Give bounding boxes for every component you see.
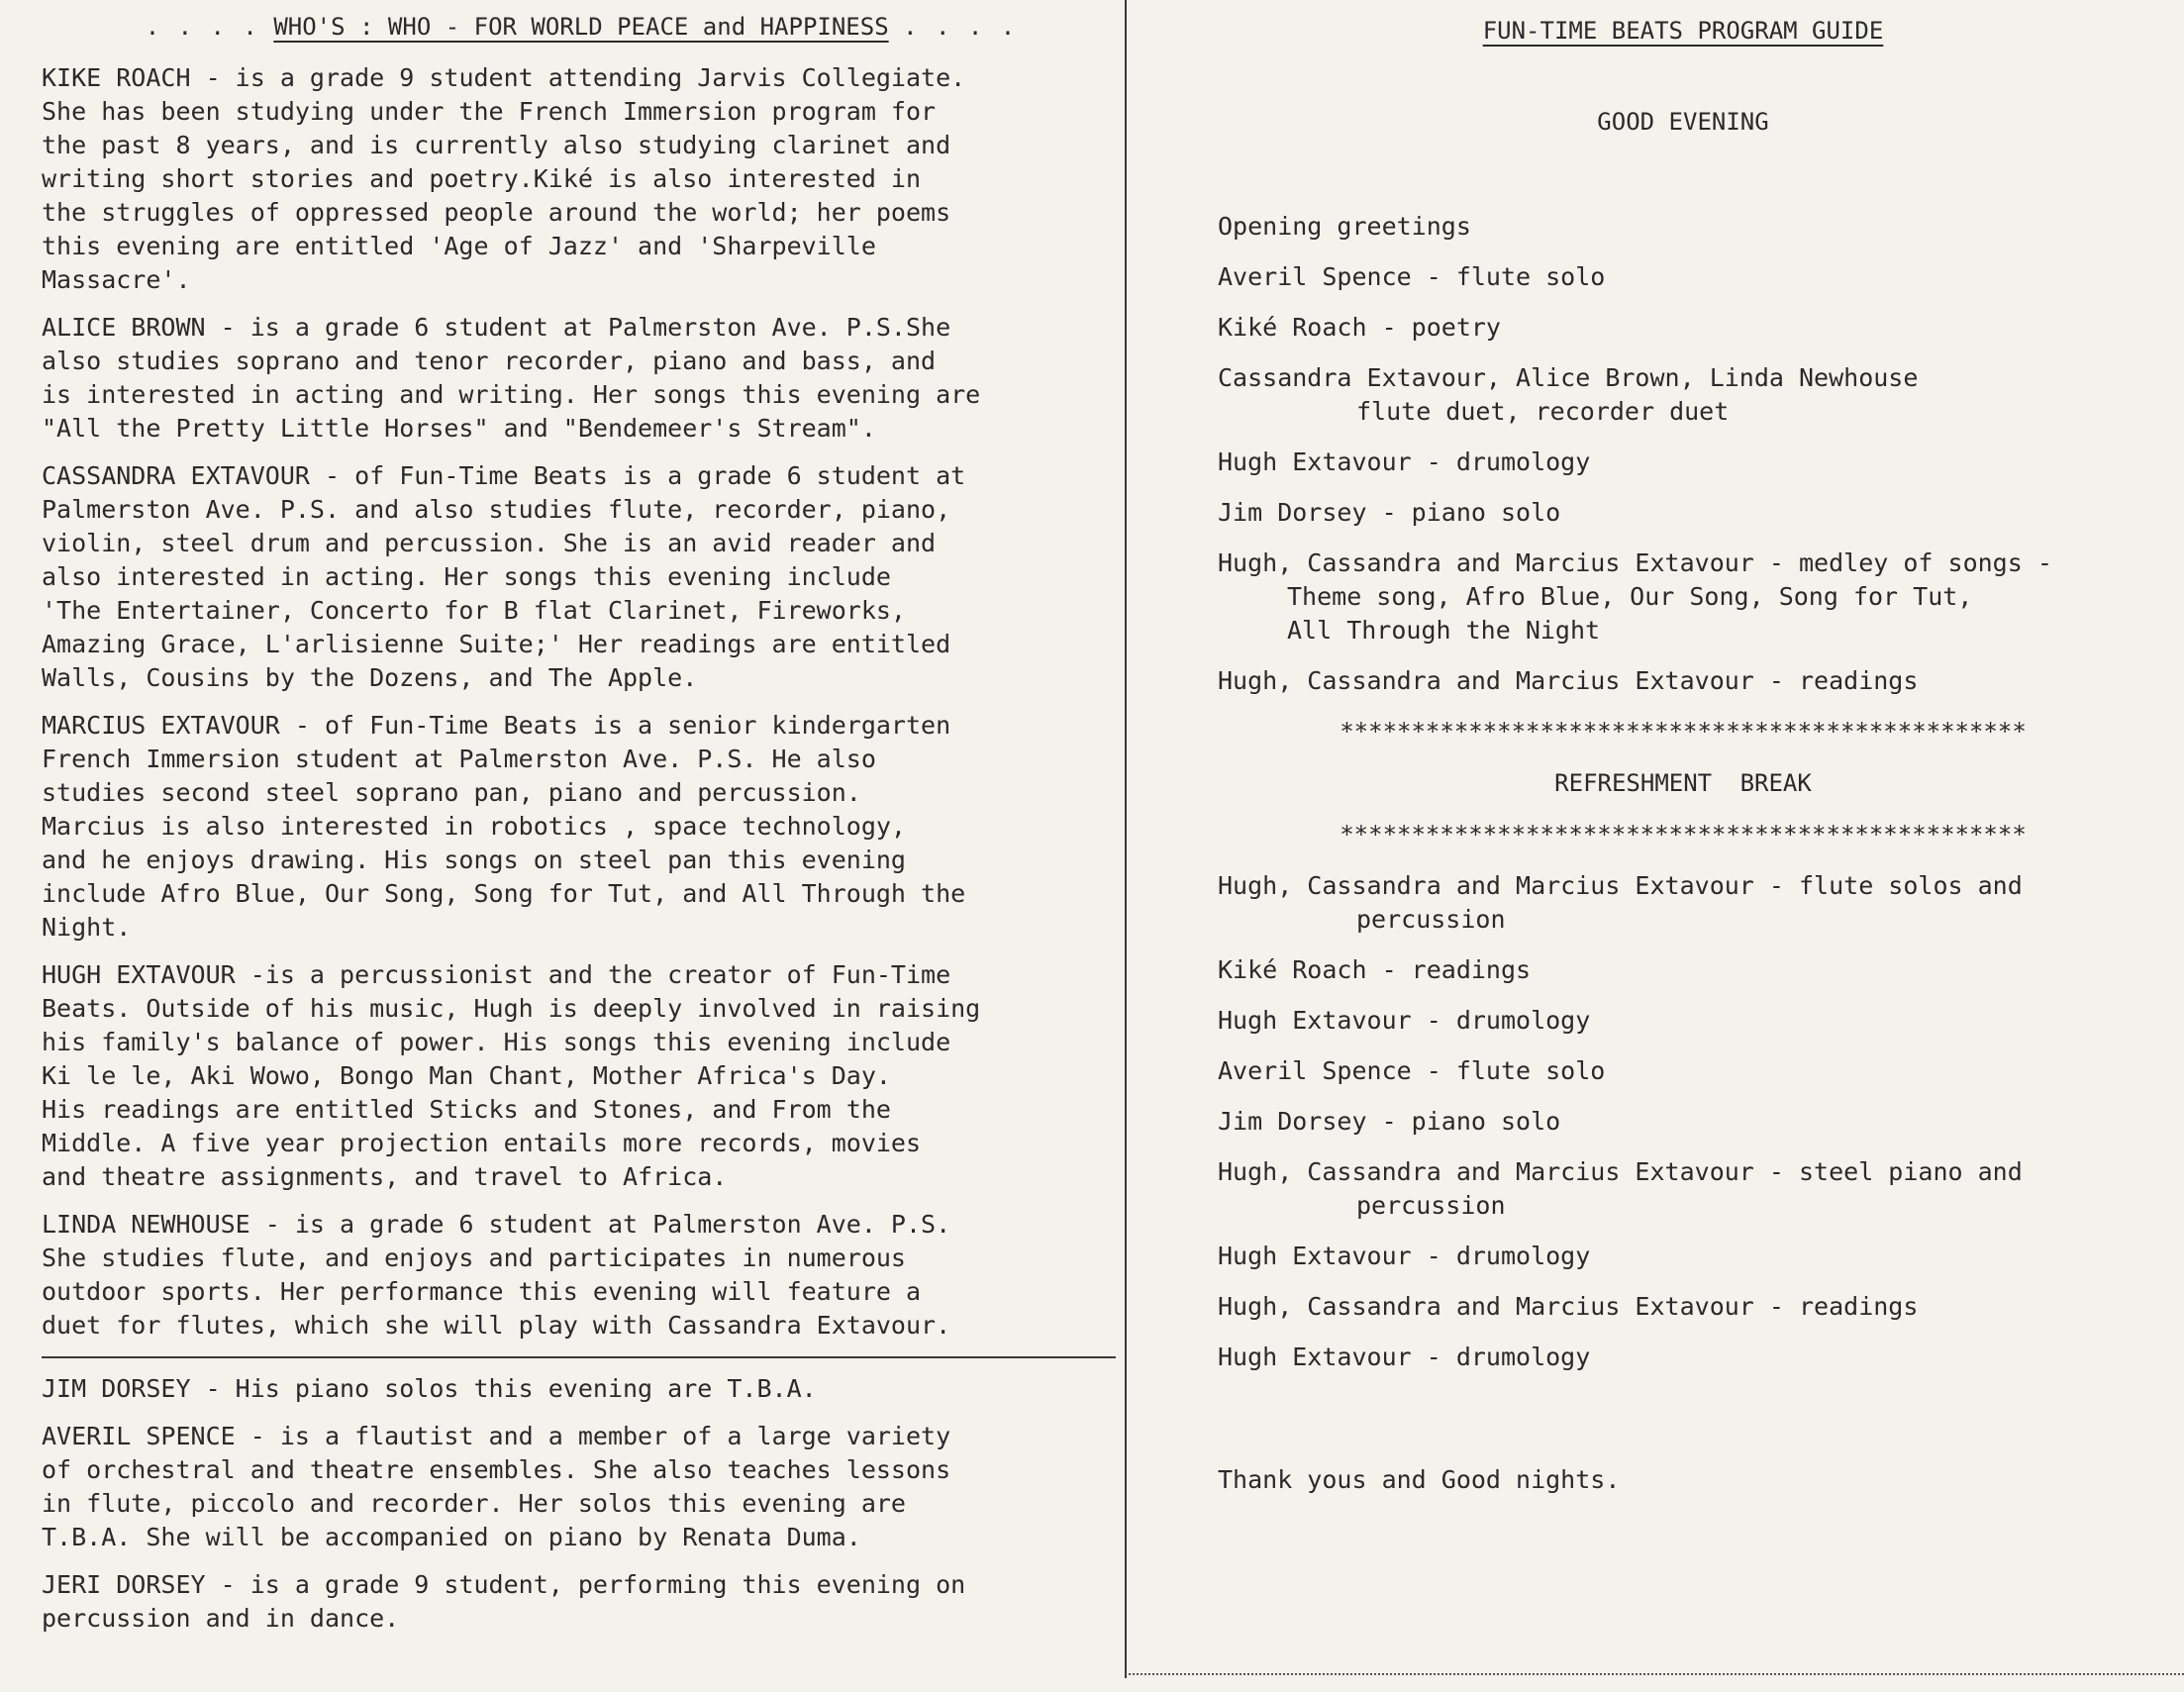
bio-name: CASSANDRA EXTAVOUR (42, 461, 310, 490)
bio-text: - is a grade 9 student attending Jarvis Collegiate. She has been studying under the French Immersion program for the past 8 years, and is currently also studying clarinet and writing short stories and poetry.Kiké is also interested in the struggles of oppressed people around the world; her poems this evening are entitled 'Age of Jazz' and 'Sharpeville Massacre'. (42, 63, 966, 294)
bio-entry (42, 459, 1121, 695)
bio-name: ALICE BROWN (42, 313, 206, 342)
header-dots-right: . . . . (903, 13, 1018, 41)
program-item-line: Cassandra Extavour, Alice Brown, Linda Newhouse (1218, 363, 1919, 392)
program-item-line: Opening greetings (1218, 212, 1471, 241)
bio-list-after-rule (42, 1372, 1121, 1636)
bio-entry (42, 1372, 1121, 1406)
bio-name: LINDA NEWHOUSE (42, 1210, 250, 1239)
program-item (1218, 953, 2148, 987)
bio-name: KIKE ROACH (42, 63, 191, 92)
bio-text: - His piano solos this evening are T.B.A. (190, 1374, 817, 1403)
bio-text: - of Fun-Time Beats is a senior kindergarten French Immersion student at Palmerston Ave. P.S. He also studies second steel soprano pan, piano and percussion. Marcius is also interested in robotics , space technology, and he enjoys drawing. His songs on steel pan this evening include Afro Blue, Our Song, Song for Tut, and All Through the Night. (42, 711, 966, 942)
bio-name: JIM DORSEY (42, 1374, 191, 1403)
bio-text: - is a grade 6 student at Palmerston Ave. P.S. She studies flute, and enjoys and participates in numerous outdoor sports. Her performance this evening will feature a duet for flutes, which she will play with Cassandra Extavour. (42, 1210, 951, 1340)
program-item (1218, 664, 2148, 698)
whos-who-title: WHO'S : WHO - FOR WORLD PEACE and HAPPINESS (273, 13, 889, 41)
program-second-half (1218, 869, 2148, 1374)
column-divider (1125, 0, 1127, 1678)
closing-line: Thank yous and Good nights. (1218, 1465, 1621, 1494)
program-item-line: Jim Dorsey - piano solo (1218, 1107, 1561, 1136)
program-guide-column (1218, 14, 2148, 1497)
program-item-line: Jim Dorsey - piano solo (1218, 498, 1561, 527)
program-guide-title (1218, 14, 2148, 48)
bio-text: - of Fun-Time Beats is a grade 6 student at Palmerston Ave. P.S. and also studies flute, recorder, piano, violin, steel drum and percussion. She is an avid reader and also interested in acting. Her songs this evening include 'The Entertainer, Concerto for B flat Clarinet, Fireworks, Amazing Grace, L'arlisienne Suite;' Her readings are entitled Walls, Cousins by the Dozens, and The Apple. (42, 461, 966, 692)
whos-who-header (42, 10, 1121, 44)
whos-who-column (42, 10, 1121, 1649)
program-item (1218, 210, 2148, 244)
program-item-line: Hugh, Cassandra and Marcius Extavour - readings (1218, 666, 1919, 695)
program-item-subline: percussion (1356, 905, 1506, 934)
program-item (1218, 446, 2148, 479)
program-item-line: Hugh Extavour - drumology (1218, 1242, 1591, 1270)
bio-text: - is a grade 6 student at Palmerston Ave. P.S.She also studies soprano and tenor recorder, piano and bass, and is interested in acting and writing. Her songs this evening are "All the Pretty Little Horses" and "Bendemeer's Stream". (42, 313, 981, 443)
bio-entry (42, 709, 1121, 945)
program-item (1218, 260, 2148, 294)
star-divider-top: ************************************************ (1340, 718, 2027, 746)
program-item-line: Averil Spence - flute solo (1218, 1056, 1606, 1085)
program-item (1218, 547, 2148, 647)
bio-list (42, 61, 1121, 1343)
program-item-subline: Theme song, Afro Blue, Our Song, Song for Tut, (1287, 582, 1973, 611)
bottom-dotted-rule (1129, 1673, 2184, 1675)
greeting-heading: GOOD EVENING (1597, 108, 1769, 136)
program-item-line: Kiké Roach - poetry (1218, 313, 1501, 342)
program-item (1218, 1155, 2148, 1223)
bio-text: - is a grade 9 student, performing this evening on percussion and in dance. (42, 1570, 966, 1633)
program-item-subline: percussion (1356, 1191, 1506, 1220)
program-item-line: Hugh, Cassandra and Marcius Extavour - medley of songs - (1218, 548, 2052, 577)
bio-name: MARCIUS EXTAVOUR (42, 711, 280, 740)
program-first-half (1218, 210, 2148, 698)
program-item (1218, 1290, 2148, 1324)
bio-name: JERI DORSEY (42, 1570, 206, 1599)
program-item (1218, 1341, 2148, 1374)
bio-entry (42, 61, 1121, 297)
program-item-line: Hugh, Cassandra and Marcius Extavour - steel piano and (1218, 1157, 2023, 1186)
program-item (1218, 1004, 2148, 1038)
program-guide-title-text: FUN-TIME BEATS PROGRAM GUIDE (1482, 17, 1884, 45)
bio-entry (42, 1568, 1121, 1636)
bio-entry (42, 1208, 1121, 1343)
program-item-subline: flute duet, recorder duet (1356, 397, 1730, 426)
program-item (1218, 1240, 2148, 1273)
star-divider-bottom: ************************************************ (1340, 821, 2027, 848)
bio-text: - is a flautist and a member of a large variety of orchestral and theatre ensembles. She also teaches lessons in flute, piccolo and recorder. Her solos this evening are T.B.A. She will be accompanied on piano by Renata Duma. (42, 1422, 951, 1551)
bio-entry (42, 958, 1121, 1194)
program-item-line: Hugh Extavour - drumology (1218, 448, 1591, 476)
program-item-line: Hugh Extavour - drumology (1218, 1343, 1591, 1371)
program-item-line: Hugh, Cassandra and Marcius Extavour - flute solos and (1218, 871, 2023, 900)
program-item (1218, 869, 2148, 937)
refreshment-break-heading: REFRESHMENT BREAK (1554, 769, 1812, 797)
bio-entry (42, 1420, 1121, 1554)
program-item (1218, 496, 2148, 530)
program-item (1218, 311, 2148, 345)
bio-entry (42, 311, 1121, 446)
section-divider (42, 1356, 1116, 1358)
header-dots-left: . . . . (145, 13, 259, 41)
program-item-line: Kiké Roach - readings (1218, 955, 1532, 984)
program-item-line: Averil Spence - flute solo (1218, 262, 1606, 291)
bio-name: HUGH EXTAVOUR (42, 960, 236, 989)
bio-name: AVERIL SPENCE (42, 1422, 236, 1450)
program-item (1218, 361, 2148, 429)
program-item (1218, 1054, 2148, 1088)
program-item-line: Hugh Extavour - drumology (1218, 1006, 1591, 1035)
program-item (1218, 1105, 2148, 1139)
program-item-line: Hugh, Cassandra and Marcius Extavour - readings (1218, 1292, 1919, 1321)
program-item-subline: All Through the Night (1287, 616, 1601, 645)
bio-text: -is a percussionist and the creator of Fun-Time Beats. Outside of his music, Hugh is deeply involved in raising his family's balance of power. His songs this evening include Ki le le, Aki Wowo, Bongo Man Chant, Mother Africa's Day. His readings are entitled Sticks and Stones, and From the Middle. A five year projection entails more records, movies and theatre assignments, and travel to Africa. (42, 960, 981, 1191)
